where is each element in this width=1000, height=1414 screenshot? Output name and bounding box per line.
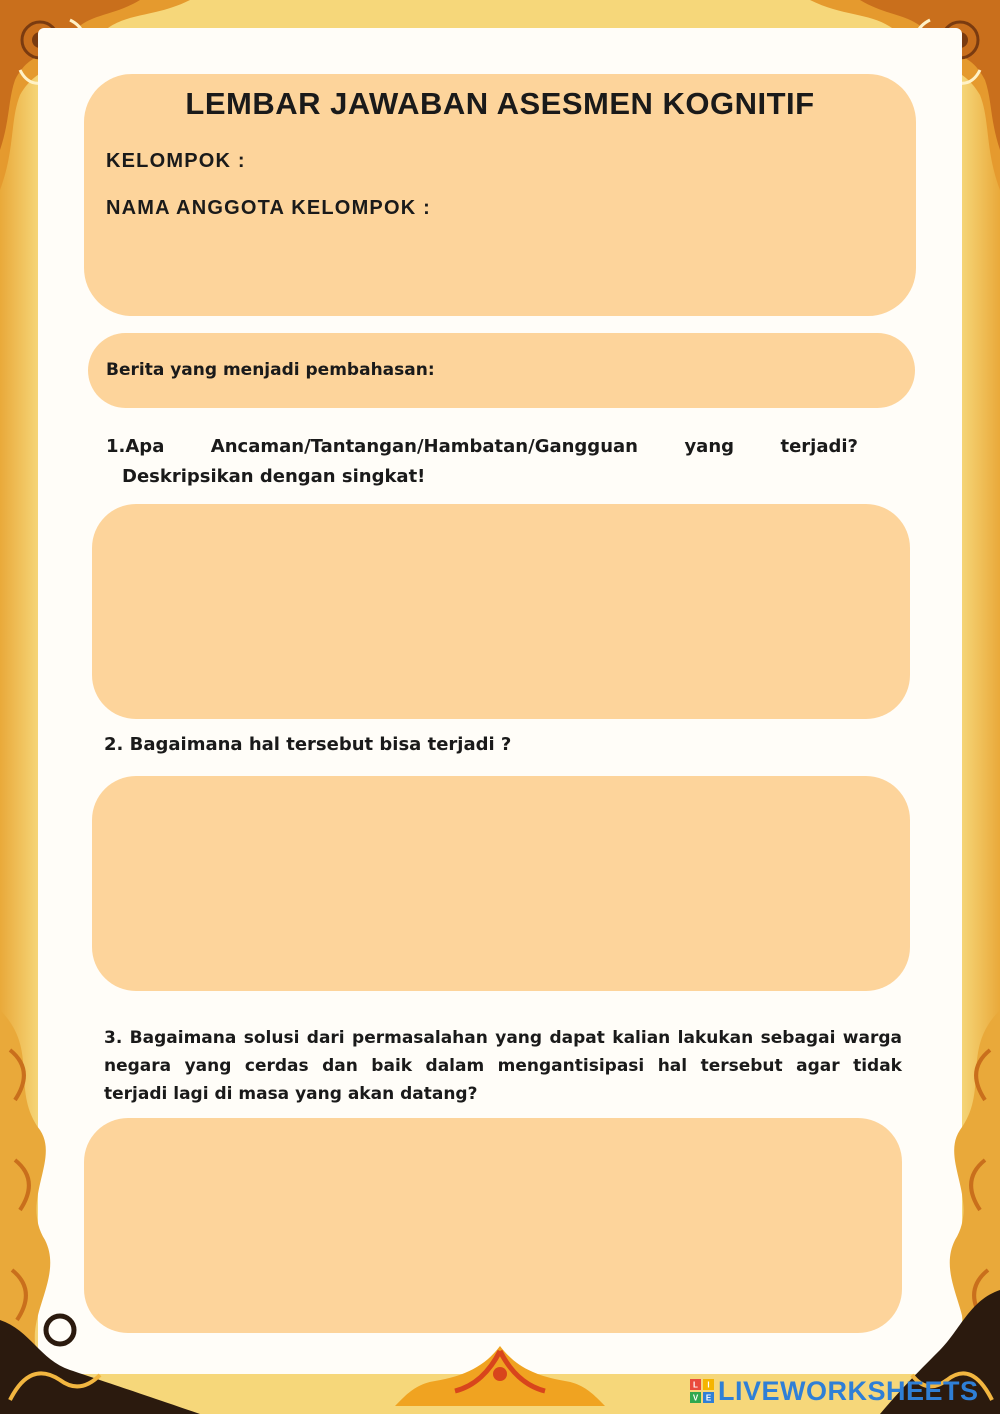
question-3-line-2: negara yang cerdas dan baik dalam mengantisipasi hal tersebut agar tidak xyxy=(104,1056,902,1076)
liveworksheets-logo-icon xyxy=(690,1379,714,1403)
liveworksheets-watermark xyxy=(690,1374,990,1408)
question-1 xyxy=(106,432,858,492)
question-1-word-4: terjadi? xyxy=(780,436,858,457)
answer-box-3[interactable] xyxy=(84,1118,902,1333)
liveworksheets-text: LIVEWORKSHEETS xyxy=(718,1375,979,1406)
question-1-word xyxy=(106,432,164,462)
kelompok-label: KELOMPOK : xyxy=(106,150,246,172)
question-1-word-2: Ancaman/Tantangan/Hambatan/Gangguan xyxy=(210,436,638,457)
question-3-line-1: 3. Bagaimana solusi dari permasalahan yang dapat kalian lakukan sebagai warga xyxy=(104,1028,902,1048)
question-3-line-3: terjadi lagi di masa yang akan datang? xyxy=(104,1084,478,1104)
question-1-line-2: Deskripsikan dengan singkat! xyxy=(122,466,426,487)
question-1-word-3: yang xyxy=(684,436,735,457)
anggota-label: NAMA ANGGOTA KELOMPOK : xyxy=(106,197,431,219)
bottom-center-ornament xyxy=(395,1336,605,1414)
berita-label: Berita yang menjadi pembahasan: xyxy=(106,360,435,380)
svg-text:L: L xyxy=(693,1380,698,1390)
svg-text:V: V xyxy=(692,1393,699,1403)
answer-box-2[interactable] xyxy=(92,776,910,991)
page-title: LEMBAR JAWABAN ASESMEN KOGNITIF xyxy=(185,86,815,121)
question-2: 2. Bagaimana hal tersebut bisa terjadi ? xyxy=(104,734,512,755)
answer-box-1[interactable] xyxy=(92,504,910,719)
svg-text:E: E xyxy=(705,1393,712,1403)
question-3 xyxy=(104,1024,902,1108)
question-1-word-1: Apa xyxy=(125,436,165,457)
question-1-number: 1. xyxy=(106,436,126,457)
svg-text:I: I xyxy=(707,1380,710,1390)
